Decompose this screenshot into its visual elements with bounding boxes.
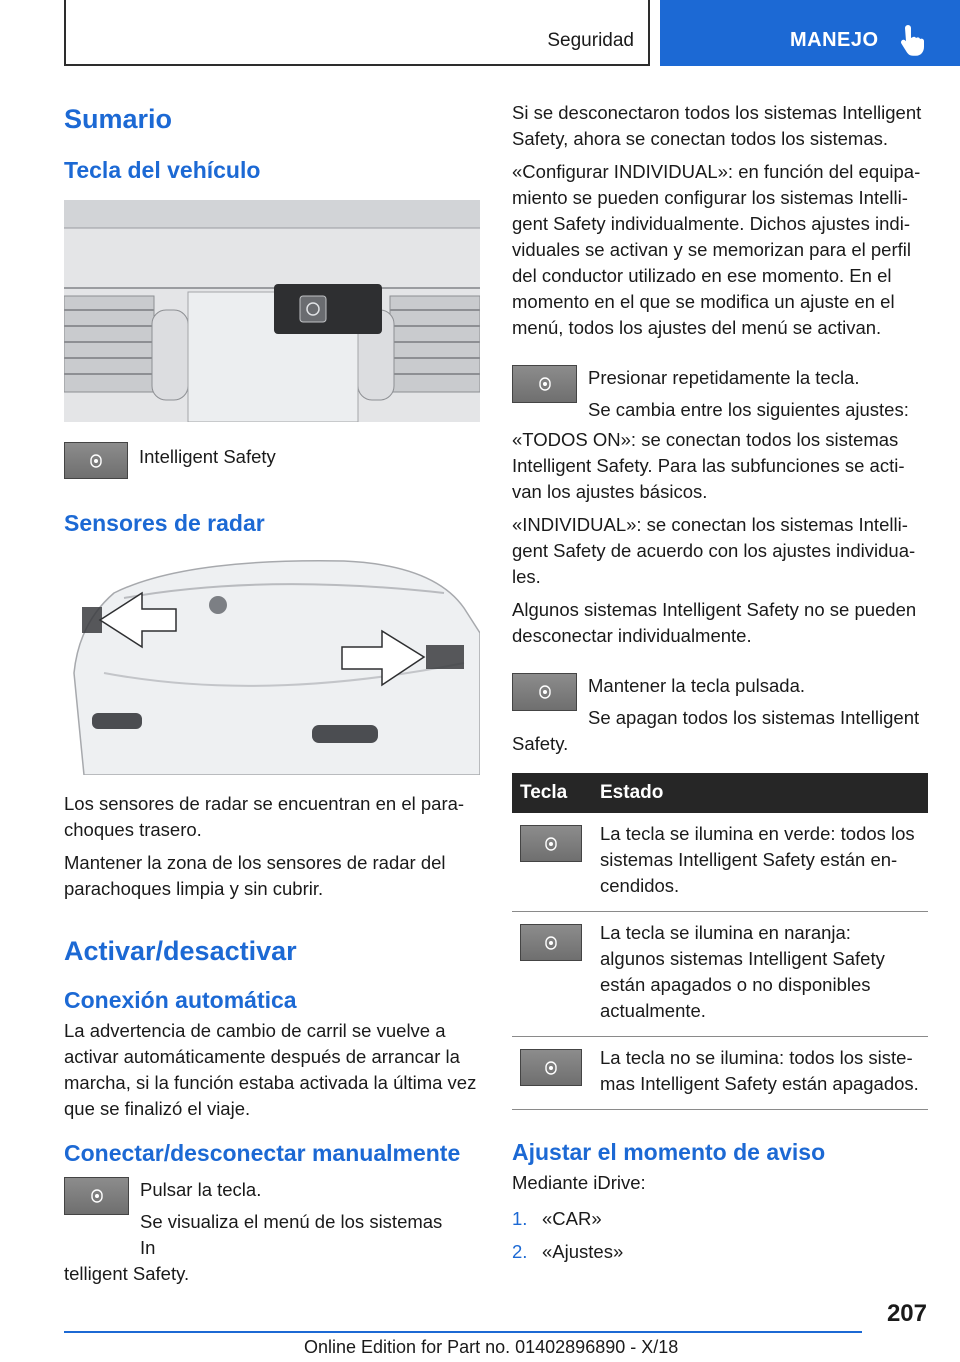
press-line-1: Presionar repetidamente la tecla. [588, 367, 860, 388]
manual-press-text [140, 1177, 463, 1261]
hold-line-2: Se apagan todos los sistemas Intelligent [588, 707, 920, 728]
rear-car-illustration [64, 553, 480, 775]
todos-on-paragraph: «TODOS ON»: se conectan todos los sistemas Intelligent Safety. Para las subfunciones se activan los ajustes básicos. [512, 429, 905, 502]
table-cell-state: La tecla se ilumina en naranja: algunos sistemas Intelligent Safety están apagados o no disponibles actualmente. [592, 912, 928, 1037]
individual-config-paragraph: «Configurar INDIVIDUAL»: en función del equipamiento se pueden configurar los sistemas Intelligent Safety individualmente. Dichos ajustes individuales se activan y se memorizan para el perfil del conductor utilizado en ese momento. En el momento en el que se modifica un ajuste en el menú, todos los ajustes del menú se activan. [512, 161, 921, 338]
section-heading-sumario: Sumario [64, 104, 173, 134]
manual-line-1: Pulsar la tecla. [140, 1179, 262, 1200]
radar-paragraph-2: Mantener la zona de los sensores de radar del parachoques limpia y sin cubrir. [64, 852, 446, 899]
hand-pointer-icon [896, 24, 926, 58]
table-cell-key [512, 1037, 592, 1110]
col-header-key: Tecla [512, 773, 592, 813]
rear-bumper-photo [64, 553, 480, 775]
intelligent-safety-icon [537, 376, 553, 392]
key-orange-icon [520, 924, 582, 961]
individual-paragraph: «INDIVIDUAL»: se conectan los sistemas Intelligent Safety de acuerdo con los ajustes individuales. [512, 514, 916, 587]
hold-key-text [588, 673, 919, 731]
intelligent-safety-icon [543, 1060, 559, 1076]
intelligent-safety-key[interactable] [64, 442, 128, 479]
press-line-2: Se cambia entre los siguientes ajustes: [588, 399, 909, 420]
step-number: 1. [512, 1208, 528, 1229]
right-column [512, 100, 928, 1272]
key-caption: Intelligent Safety [139, 446, 276, 467]
dashboard-illustration [64, 200, 480, 422]
table-cell-state: La tecla se ilumina en verde: todos los sistemas Intelligent Safety están encendidos. [592, 813, 928, 912]
step-text: «Ajustes» [542, 1241, 624, 1262]
idrive-intro: Mediante iDrive: [512, 1172, 646, 1193]
some-systems-paragraph: Algunos sistemas Intelligent Safety no se pueden desconectar individualmente. [512, 599, 917, 646]
radar-paragraph-1: Los sensores de radar se encuentran en el parachoques trasero. [64, 793, 465, 840]
table-header-row [512, 773, 928, 813]
col-header-state: Estado [592, 773, 928, 813]
key-green-icon [520, 825, 582, 862]
subheading-radar-sensors: Sensores de radar [64, 510, 265, 536]
intelligent-safety-key[interactable] [512, 673, 577, 711]
chapter-tab[interactable] [660, 0, 960, 66]
table-row [512, 912, 928, 1037]
table-cell-key [512, 912, 592, 1037]
intelligent-safety-icon [537, 684, 553, 700]
manual-press-row [64, 1177, 480, 1261]
intelligent-safety-icon [88, 453, 104, 469]
table-row [512, 1037, 928, 1110]
hold-line-1: Mantener la tecla pulsada. [588, 675, 805, 696]
key-off-icon [520, 1049, 582, 1086]
intelligent-safety-icon [543, 836, 559, 852]
table-row [512, 813, 928, 912]
chapter-tab-label: MANEJO [790, 29, 879, 51]
key-legend-row [64, 442, 480, 479]
table-cell-state: La tecla no se ilumina: todos los sistemas Intelligent Safety están apagados. [592, 1037, 928, 1110]
page-number: 207 [886, 1300, 927, 1327]
section-title: Seguridad [547, 30, 634, 51]
hold-key-row [512, 673, 928, 731]
intelligent-safety-key[interactable] [512, 365, 577, 403]
auto-connect-paragraph: La advertencia de cambio de carril se vuelve a activar automáticamente después de arrancar la marcha, si la función estaba activada la última vez que se finalizó el viaje. [64, 1020, 477, 1119]
manual-line-2: Se visualiza el menú de los sistemas In [140, 1211, 443, 1258]
subheading-vehicle-key: Tecla del vehículo [64, 157, 261, 183]
subheading-warning-time: Ajustar el momento de aviso [512, 1139, 826, 1165]
subheading-auto-connect: Conexión automática [64, 987, 297, 1013]
footer-rule [64, 1331, 862, 1333]
manual-line-3: telligent Safety. [64, 1263, 190, 1284]
table-cell-key [512, 813, 592, 912]
press-repeat-row [512, 365, 928, 423]
subheading-manual-connect: Conectar/desconectar manualmente [64, 1140, 461, 1166]
footer-edition: Online Edition for Part no. 01402896890 - X/18 [304, 1337, 679, 1357]
step-number: 2. [512, 1241, 528, 1262]
dashboard-key-photo [64, 200, 480, 422]
header-section-box [64, 0, 650, 66]
left-column [64, 100, 480, 1287]
section-heading-activate: Activar/desactivar [64, 936, 297, 966]
idrive-steps [512, 1206, 928, 1265]
reconnect-paragraph: Si se desconectaron todos los sistemas Intelligent Safety, ahora se conectan todos los sistemas. [512, 102, 922, 149]
intelligent-safety-icon [89, 1188, 105, 1204]
step-text: «CAR» [542, 1208, 602, 1229]
hold-line-3: Safety. [512, 733, 569, 754]
intelligent-safety-icon [543, 935, 559, 951]
key-state-table [512, 773, 928, 1110]
list-item [512, 1206, 928, 1232]
press-repeat-text [588, 365, 909, 423]
list-item [512, 1239, 928, 1265]
intelligent-safety-key[interactable] [64, 1177, 129, 1215]
